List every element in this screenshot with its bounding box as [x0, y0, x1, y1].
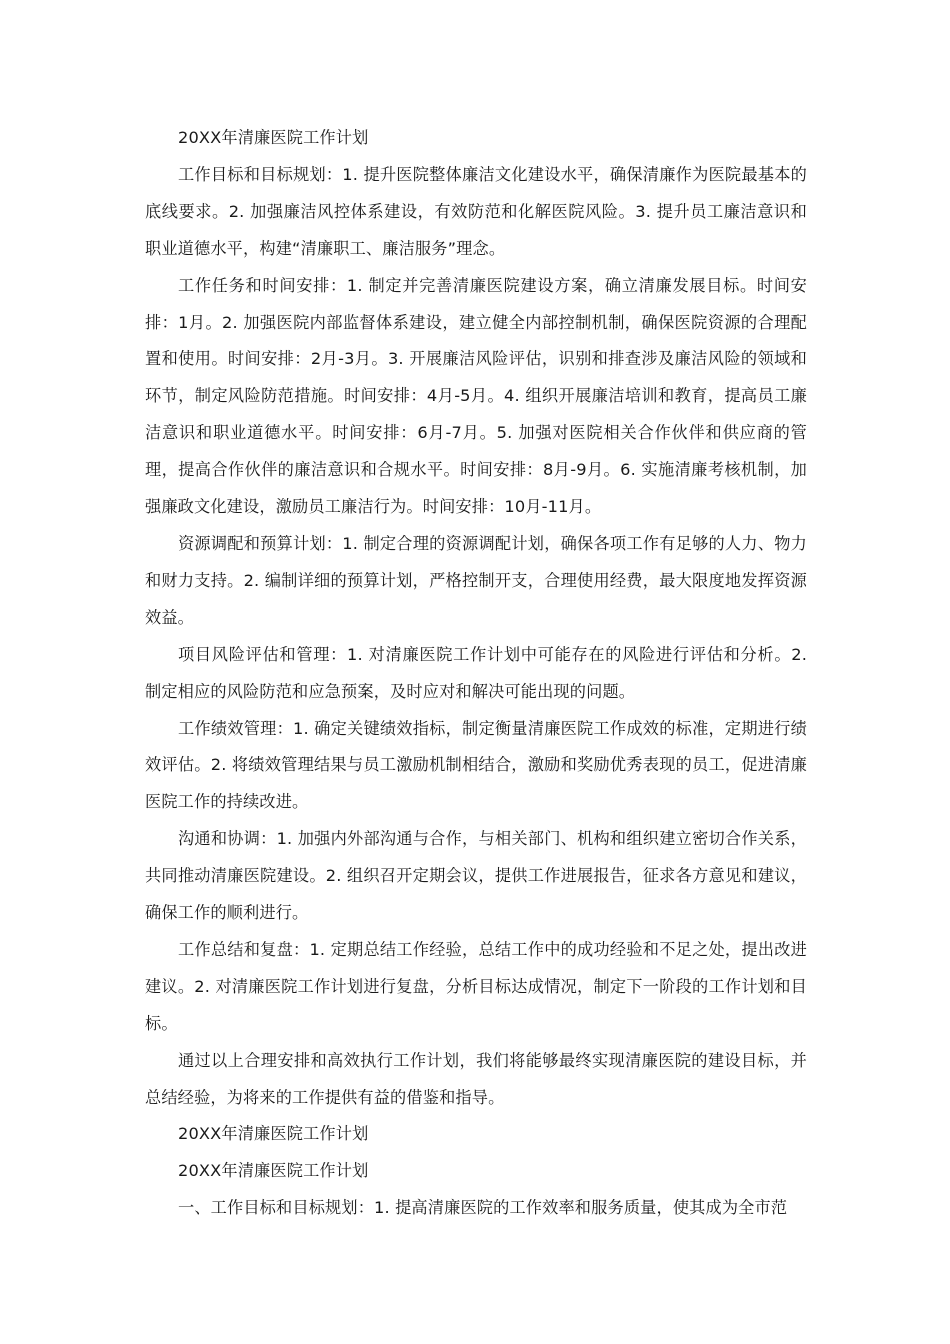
- paragraph-resources-budget: 资源调配和预算计划：1. 制定合理的资源调配计划，确保各项工作有足够的人力、物力和财力支持。2. 编制详细的预算计划，严格控制开支，合理使用经费，最大限度地发挥资源效益。: [145, 533, 807, 627]
- paragraph-risk-management: 项目风险评估和管理：1. 对清廉医院工作计划中可能存在的风险进行评估和分析。2. 制定相应的风险防范和应急预案，及时应对和解决可能出现的问题。: [145, 644, 807, 701]
- paragraph-goals: 工作目标和目标规划：1. 提升医院整体廉洁文化建设水平，确保清廉作为医院最基本的底线要求。2. 加强廉洁风控体系建设，有效防范和化解医院风险。3. 提升员工廉洁意识和职业道德水平，构建“清廉职工、廉洁服务”理念。: [145, 164, 807, 258]
- paragraph-performance: 工作绩效管理：1. 确定关键绩效指标，制定衡量清廉医院工作成效的标准，定期进行绩效评估。2. 将绩效管理结果与员工激励机制相结合，激励和奖励优秀表现的员工，促进清廉医院工作的持续改进。: [145, 718, 807, 812]
- paragraph-section-one: 一、工作目标和目标规划：1. 提高清廉医院的工作效率和服务质量，使其成为全市范: [178, 1198, 788, 1218]
- document-title: 20XX年清廉医院工作计划: [178, 128, 369, 147]
- repeated-title: 20XX年清廉医院工作计划: [178, 1124, 369, 1144]
- paragraph-tasks-schedule: 工作任务和时间安排：1. 制定并完善清廉医院建设方案，确立清廉发展目标。时间安排：1月。2. 加强医院内部监督体系建设，建立健全内部控制机制，确保医院资源的合理配置和使用。时间安排：2月-3月。3. 开展廉洁风险评估，识别和排查涉及廉洁风险的领域和环节，制定风险防范措施。时间安排：4月-5月。4. 组织开展廉洁培训和教育，提高员工廉洁意识和职业道德水平。时间安排：6月-7月。5. 加强对医院相关合作伙伴和供应商的管理，提高合作伙伴的廉洁意识和合规水平。时间安排：8月-9月。6. 实施清廉考核机制，加强廉政文化建设，激励员工廉洁行为。时间安排：10月-11月。: [145, 275, 807, 517]
- document-page: [145, 120, 807, 1227]
- paragraph-communication: 沟通和协调：1. 加强内外部沟通与合作，与相关部门、机构和组织建立密切合作关系，共同推动清廉医院建设。2. 组织召开定期会议，提供工作进展报告，征求各方意见和建议，确保工作的顺利进行。: [145, 829, 807, 923]
- paragraph-conclusion: 通过以上合理安排和高效执行工作计划，我们将能够最终实现清廉医院的建设目标，并总结经验，为将来的工作提供有益的借鉴和指导。: [145, 1050, 807, 1107]
- paragraph-review: 工作总结和复盘：1. 定期总结工作经验，总结工作中的成功经验和不足之处，提出改进建议。2. 对清廉医院工作计划进行复盘，分析目标达成情况，制定下一阶段的工作计划和目标。: [145, 939, 807, 1033]
- second-title: 20XX年清廉医院工作计划: [178, 1161, 369, 1181]
